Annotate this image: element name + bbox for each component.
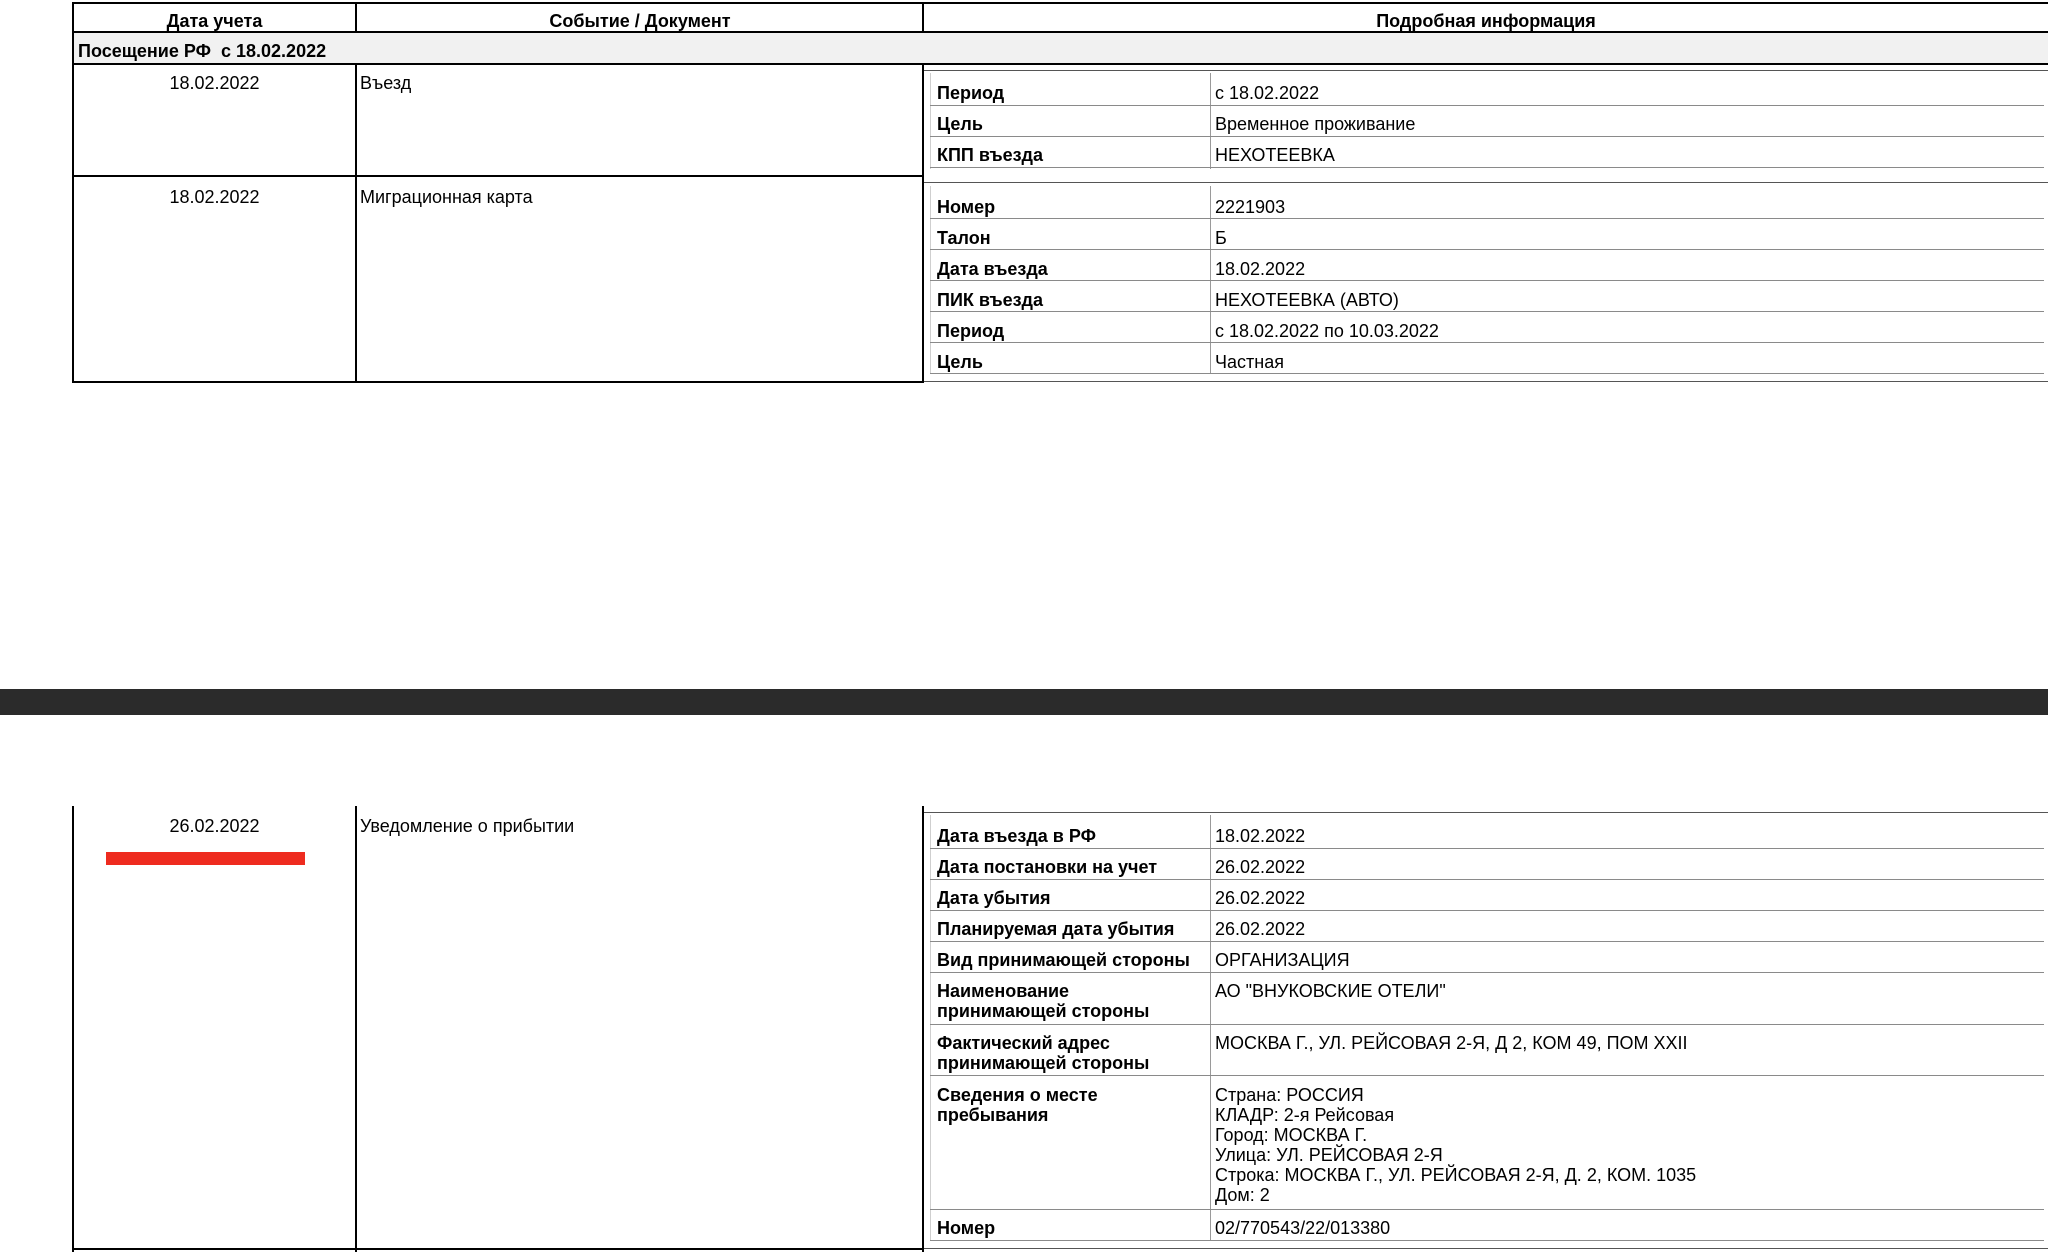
detail-value: 2221903	[1215, 197, 1286, 217]
detail-label: Период	[937, 321, 1005, 341]
detail-label: принимающей стороны	[937, 1001, 1150, 1021]
detail-label: Дата убытия	[937, 888, 1051, 908]
redaction-mark	[106, 852, 305, 865]
page-divider	[0, 689, 2048, 715]
detail-value: 26.02.2022	[1215, 919, 1306, 939]
detail-value: МОСКВА Г., УЛ. РЕЙСОВАЯ 2-Я, Д 2, КОМ 49, ПОМ XXII	[1215, 1033, 1688, 1053]
record-date: 18.02.2022	[169, 187, 260, 207]
detail-label: Цель	[937, 352, 983, 372]
detail-value: Б	[1215, 228, 1227, 248]
detail-value: с 18.02.2022 по 10.03.2022	[1215, 321, 1439, 341]
detail-value: НЕХОТЕЕВКА (АВТО)	[1215, 290, 1399, 310]
record-date: 26.02.2022	[169, 816, 260, 836]
detail-label: Дата постановки на учет	[937, 857, 1158, 877]
record-event: Миграционная карта	[360, 187, 533, 207]
detail-value: Строка: МОСКВА Г., УЛ. РЕЙСОВАЯ 2-Я, Д. 2, КОМ. 1035	[1215, 1165, 1697, 1185]
detail-value: 18.02.2022	[1215, 259, 1306, 279]
detail-label: принимающей стороны	[937, 1053, 1150, 1073]
record-event: Уведомление о прибытии	[360, 816, 575, 836]
group-title: Посещение РФ с 18.02.2022	[78, 41, 327, 61]
detail-label: КПП въезда	[937, 145, 1043, 165]
detail-value: 26.02.2022	[1215, 857, 1306, 877]
detail-value: 26.02.2022	[1215, 888, 1306, 908]
detail-label: Цель	[937, 114, 983, 134]
detail-label: ПИК въезда	[937, 290, 1043, 310]
detail-label: пребывания	[937, 1105, 1049, 1125]
detail-value: Частная	[1215, 352, 1284, 372]
detail-value: НЕХОТЕЕВКА	[1215, 145, 1335, 165]
detail-value: КЛАДР: 2-я Рейсовая	[1215, 1105, 1395, 1125]
detail-label: Талон	[937, 228, 991, 248]
detail-label: Номер	[937, 1218, 996, 1238]
detail-value: ОРГАНИЗАЦИЯ	[1215, 950, 1350, 970]
detail-value: 02/770543/22/013380	[1215, 1218, 1391, 1238]
record-date: 18.02.2022	[169, 73, 260, 93]
detail-label: Сведения о месте	[937, 1085, 1098, 1105]
detail-value: Временное проживание	[1215, 114, 1416, 134]
detail-value: Дом: 2	[1215, 1185, 1270, 1205]
detail-value: АО "ВНУКОВСКИЕ ОТЕЛИ"	[1215, 981, 1446, 1001]
detail-value: 18.02.2022	[1215, 826, 1306, 846]
detail-label: Планируемая дата убытия	[937, 919, 1175, 939]
detail-label: Фактический адрес	[937, 1033, 1110, 1053]
header-col-date: Дата учета	[166, 11, 263, 31]
detail-label: Дата въезда в РФ	[937, 826, 1096, 846]
detail-value: Улица: УЛ. РЕЙСОВАЯ 2-Я	[1215, 1145, 1443, 1165]
detail-label: Вид принимающей стороны	[937, 950, 1190, 970]
header-col-details: Подробная информация	[1376, 11, 1596, 31]
detail-value: с 18.02.2022	[1215, 83, 1320, 103]
detail-value: Город: МОСКВА Г.	[1215, 1125, 1368, 1145]
detail-label: Наименование	[937, 981, 1070, 1001]
detail-label: Дата въезда	[937, 259, 1048, 279]
header-col-event: Событие / Документ	[549, 11, 731, 31]
detail-label: Период	[937, 83, 1005, 103]
group-row	[73, 32, 2048, 63]
detail-value: Страна: РОССИЯ	[1215, 1085, 1364, 1105]
detail-label: Номер	[937, 197, 996, 217]
record-event: Въезд	[360, 73, 412, 93]
